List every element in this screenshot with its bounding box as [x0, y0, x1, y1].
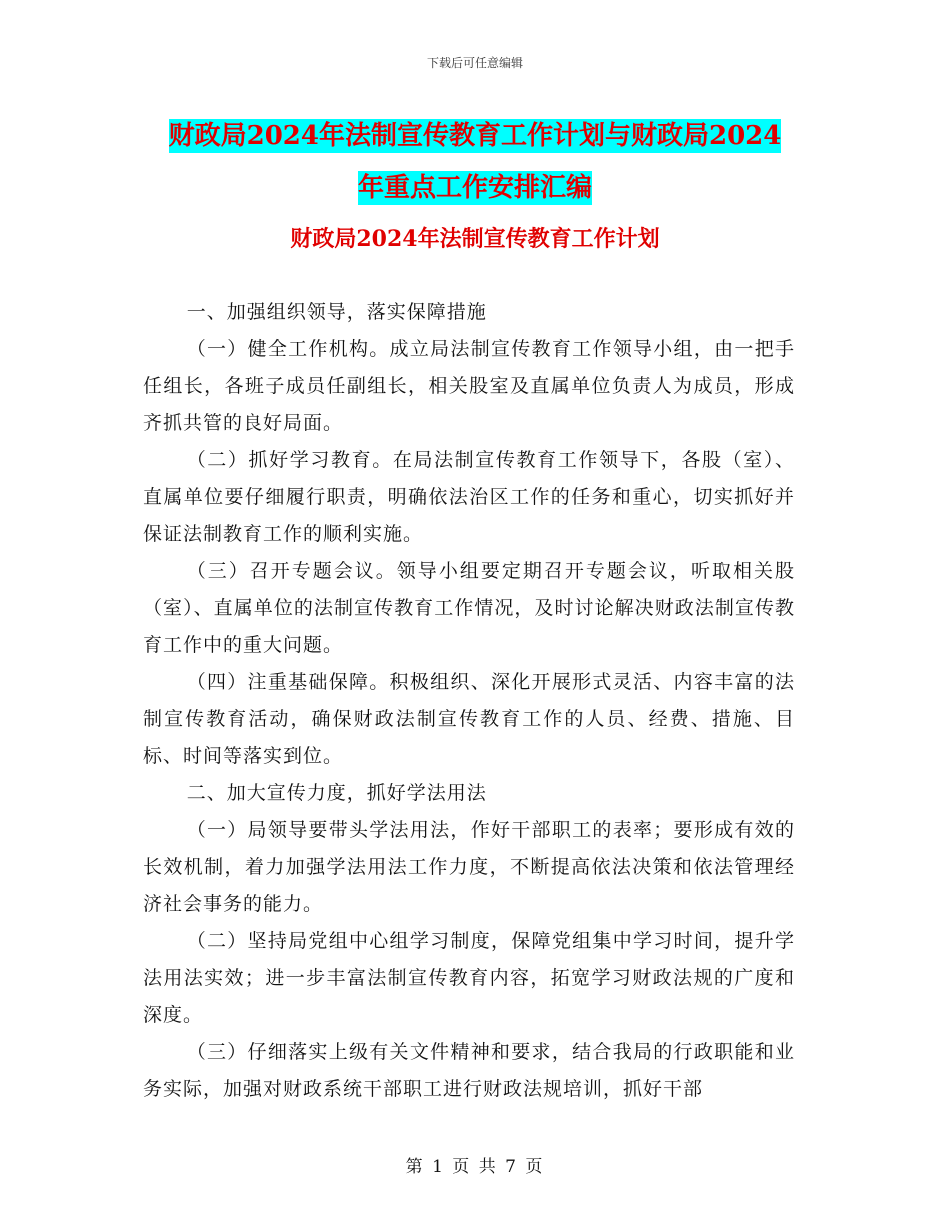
page-number-footer: 第 1 页 共 7 页 — [405, 1157, 545, 1177]
title-line-1: 财政局2024年法制宣传教育工作计划与财政局2024 — [168, 121, 782, 151]
title-line-2: 年重点工作安排汇编 — [357, 173, 592, 203]
paragraph: （三）仔细落实上级有关文件精神和要求，结合我局的行政职能和业务实际，加强对财政系统干部职工进行财政法规培训，抓好干部 — [143, 1041, 795, 1100]
section-title: 财政局2024年法制宣传教育工作计划 — [290, 226, 660, 252]
paragraph: （四）注重基础保障。积极组织、深化开展形式灵活、内容丰富的法制宣传教育活动，确保财政法制宣传教育工作的人员、经费、措施、目标、时间等落实到位。 — [143, 671, 795, 767]
paragraph: （二）坚持局党组中心组学习制度，保障党组集中学习时间，提升学法用法实效；进一步丰富法制宣传教育内容，拓宽学习财政法规的广度和深度。 — [143, 930, 795, 1026]
header-note: 下载后可任意编辑 — [426, 56, 523, 70]
document-title — [0, 110, 950, 214]
paragraph: （一）健全工作机构。成立局法制宣传教育工作领导小组，由一把手任组长，各班子成员任副组长，相关股室及直属单位负责人为成员，形成齐抓共管的良好局面。 — [143, 338, 795, 434]
paragraph: （三）召开专题会议。领导小组要定期召开专题会议，听取相关股（室）、直属单位的法制宣传教育工作情况，及时讨论解决财政法制宣传教育工作中的重大问题。 — [143, 560, 795, 656]
paragraph: 一、加强组织领导，落实保障措施 — [186, 301, 487, 323]
paragraph: （二）抓好学习教育。在局法制宣传教育工作领导下，各股（室）、直属单位要仔细履行职责，明确依法治区工作的任务和重心，切实抓好并保证法制教育工作的顺利实施。 — [143, 449, 795, 545]
paragraph: （一）局领导要带头学法用法，作好干部职工的表率；要形成有效的长效机制，着力加强学法用法工作力度，不断提高依法决策和依法管理经济社会事务的能力。 — [143, 819, 795, 915]
body-text — [143, 294, 795, 1108]
paragraph: 二、加大宣传力度，抓好学法用法 — [186, 782, 487, 804]
